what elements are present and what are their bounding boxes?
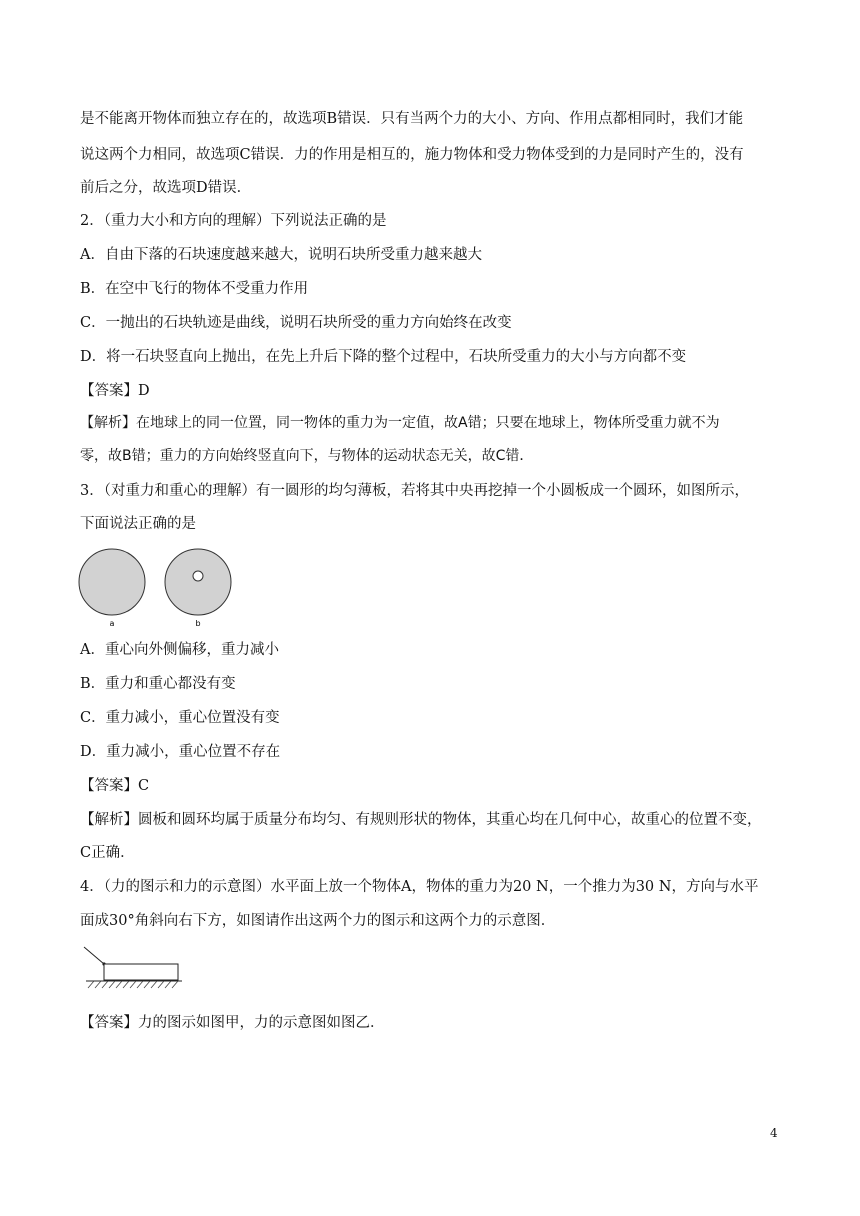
question-3-option-a: A．重心向外侧偏移，重力减小 [80,642,279,658]
question-2-explanation-cont: 零，故B错；重力的方向始终竖直向下，与物体的运动状态无关，故C错． [80,448,534,464]
text-line: 说这两个力相同，故选项C错误．力的作用是相互的，施力物体和受力物体受到的力是同时产生的，没有 [80,147,744,163]
question-2-explanation: 【解析】在地球上的同一位置，同一物体的重力为一定值，故A错；只要在地球上，物体所受重力就不为 [80,415,720,431]
question-4-stem-cont: 面成30°角斜向右下方，如图请作出这两个力的图示和这两个力的示意图． [80,913,556,929]
question-3-explanation: 【解析】圆板和圆环均属于质量分布均匀、有规则形状的物体，其重心均在几何中心，故重心的位置不变， [80,812,762,828]
question-3-option-c: C．重力减小，重心位置没有变 [80,710,280,726]
text-line: 前后之分，故选项D错误． [80,180,252,196]
question-3-explanation-cont: C正确． [80,845,135,861]
question-2-option-b: B．在空中飞行的物体不受重力作用 [80,281,309,297]
disc-and-ring-figure [78,546,238,630]
question-2-option-a: A．自由下落的石块速度越来越大，说明石块所受重力越来越大 [80,247,482,263]
text-line: 是不能离开物体而独立存在的，故选项B错误．只有当两个力的大小、方向、作用点都相同时，我们才能 [80,111,744,127]
figure-label-a: a [109,619,115,628]
question-3-answer: 【答案】C [80,778,150,794]
push-force-line [84,947,104,964]
question-3-stem-cont: 下面说法正确的是 [80,516,196,532]
block-on-surface-figure [78,944,188,990]
question-2-stem: 2．（重力大小和方向的理解）下列说法正确的是 [80,213,387,229]
question-2-option-c: C．一抛出的石块轨迹是曲线，说明石块所受的重力方向始终在改变 [80,315,512,331]
ground-hatching [88,981,178,988]
question-3-stem: 3．（对重力和重心的理解）有一圆形的均匀薄板，若将其中央再挖掉一个小圆板成一个圆环，如图所示， [80,483,749,499]
question-4-stem: 4．（力的图示和力的示意图）水平面上放一个物体A，物体的重力为20 N，一个推力为30 N，方向与水平 [80,879,759,895]
figure-label-b: b [195,619,201,628]
question-2-answer: 【答案】D [80,383,150,399]
ring-disc [165,549,231,615]
ring-hole [193,571,203,581]
block-a [104,964,178,980]
solid-disc [79,549,145,615]
question-4-answer: 【答案】力的图示如图甲，力的示意图如图乙． [80,1015,385,1031]
question-2-option-d: D．将一石块竖直向上抛出，在先上升后下降的整个过程中，石块所受重力的大小与方向都不变 [80,349,687,365]
question-3-option-b: B．重力和重心都没有变 [80,676,236,692]
question-3-option-d: D．重力减小，重心位置不存在 [80,744,281,760]
page-number: 4 [770,1126,778,1140]
